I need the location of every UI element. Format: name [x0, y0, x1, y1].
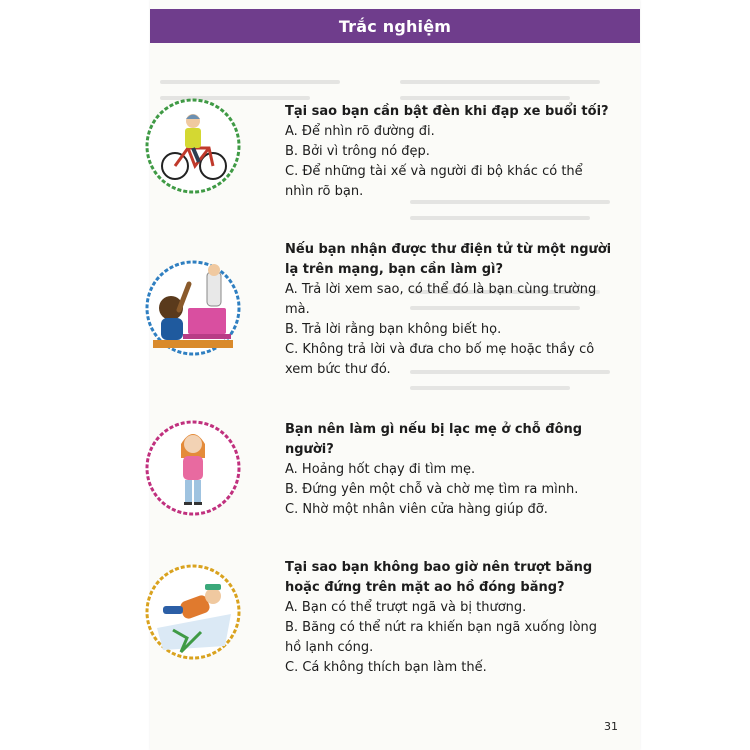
question-title: Tại sao bạn cần bật đèn khi đạp xe buổi tối?	[285, 104, 609, 119]
question-title: Bạn nên làm gì nếu bị lạc mẹ ở chỗ đông người?	[285, 422, 583, 457]
answer-option-b: B. Băng có thể nứt ra khiến bạn ngã xuống lòng hồ lạnh cóng.	[285, 620, 598, 655]
page-title: Trắc nghiệm	[338, 16, 452, 36]
cyclist-icon	[143, 96, 243, 196]
answer-option-a: A. Hoảng hốt chạy đi tìm mẹ.	[285, 462, 476, 477]
answer-option-a: A. Trả lời xem sao, có thể đó là bạn cùng trường mà.	[285, 282, 597, 317]
answer-option-c: C. Nhờ một nhân viên cửa hàng giúp đỡ.	[285, 502, 548, 517]
question-title: Tại sao bạn không bao giờ nên trượt băng hoặc đứng trên mặt ao hồ đóng băng?	[285, 560, 593, 595]
question-3	[285, 420, 615, 520]
answer-option-b: B. Bởi vì trông nó đẹp.	[285, 144, 430, 159]
answer-option-c: C. Để những tài xế và người đi bộ khác có thể nhìn rõ bạn.	[285, 164, 583, 199]
section-banner	[150, 9, 640, 43]
answer-option-a: A. Bạn có thể trượt ngã và bị thương.	[285, 600, 527, 615]
answer-option-c: C. Cá không thích bạn làm thế.	[285, 660, 487, 675]
answer-option-a: A. Để nhìn rõ đường đi.	[285, 124, 435, 139]
question-4	[285, 558, 615, 678]
question-title: Nếu bạn nhận được thư điện tử từ một người lạ trên mạng, bạn cần làm gì?	[285, 242, 612, 277]
question-2	[285, 240, 615, 380]
question-1	[285, 102, 615, 202]
falling-ice-icon	[143, 562, 243, 662]
answer-option-b: B. Đứng yên một chỗ và chờ mẹ tìm ra mình.	[285, 482, 579, 497]
laptop-stranger-icon	[143, 258, 243, 358]
answer-option-c: C. Không trả lời và đưa cho bố mẹ hoặc thầy cô xem bức thư đó.	[285, 342, 595, 377]
lost-girl-icon	[143, 418, 243, 518]
answer-option-b: B. Trả lời rằng bạn không biết họ.	[285, 322, 502, 337]
page-number: 31	[604, 720, 618, 733]
